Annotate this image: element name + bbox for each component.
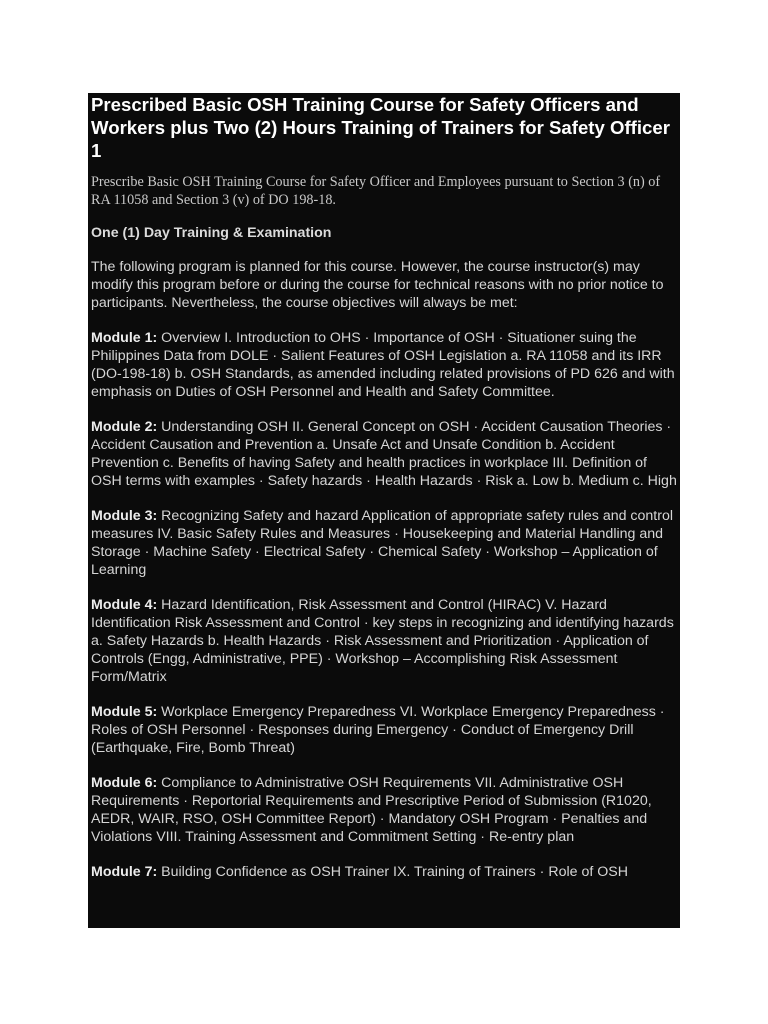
module-5-label: Module 5: bbox=[91, 704, 158, 720]
module-7-text: Building Confidence as OSH Trainer IX. Training of Trainers · Role of OSH bbox=[157, 864, 628, 880]
module-7 bbox=[91, 863, 677, 881]
module-6-label: Module 6: bbox=[91, 775, 158, 791]
module-5 bbox=[91, 703, 677, 757]
module-1 bbox=[91, 329, 677, 401]
intro-paragraph: The following program is planned for this course. However, the course instructor(s) may modify this program before or during the course for technical reasons with no prior notice to participants. Nevertheless, the course objectives will always be met: bbox=[91, 259, 664, 311]
module-3 bbox=[91, 507, 677, 579]
module-1-text: Overview I. Introduction to OHS · Importance of OSH · Situationer suing the Philippines Data from DOLE · Salient Features of OSH Legislation a. RA 11058 and its IRR (DO-198-18) b. OSH Standards, as amended including related provisions of PD 626 and with emphasis on Duties of OSH Personnel and Health and Safety Committee. bbox=[91, 330, 675, 400]
module-3-text: Recognizing Safety and hazard Application of appropriate safety rules and control measures IV. Basic Safety Rules and Measures · Housekeeping and Material Handling and Storage · Machine Safety · Electrical Safety · Chemical Safety · Workshop – Application of Learning bbox=[91, 508, 674, 578]
document-subtitle: Prescribe Basic OSH Training Course for Safety Officer and Employees pursuant to Section 3 (n) of RA 11058 and Section 3 (v) of DO 198-18. bbox=[91, 174, 661, 208]
module-6-text: Compliance to Administrative OSH Requirements VII. Administrative OSH Requirements · Reportorial Requirements and Prescriptive Period of Submission (R1020, AEDR, WAIR, RSO, OSH Committee Report) · Mandatory OSH Program · Penalties and Violations VIII. Training Assessment and Commitment Setting · Re-entry plan bbox=[91, 775, 652, 845]
document-page bbox=[88, 93, 680, 928]
module-6 bbox=[91, 774, 677, 846]
module-7-label: Module 7: bbox=[91, 864, 158, 880]
module-2-text: Understanding OSH II. General Concept on OSH · Accident Causation Theories · Accident Causation and Prevention a. Unsafe Act and Unsafe Condition b. Accident Prevention c. Benefits of having Safety and health practices in workplace III. Definition of OSH terms with examples · Safety hazards · Health Hazards · Risk a. Low b. Medium c. High bbox=[91, 419, 677, 489]
document-title: Prescribed Basic OSH Training Course for Safety Officers and Workers plus Two (2) Hours Training of Trainers for Safety Officer 1 bbox=[91, 94, 670, 161]
module-5-text: Workplace Emergency Preparedness VI. Workplace Emergency Preparedness · Roles of OSH Personnel · Responses during Emergency · Conduct of Emergency Drill (Earthquake, Fire, Bomb Threat) bbox=[91, 704, 665, 756]
module-1-label: Module 1: bbox=[91, 330, 158, 346]
module-2 bbox=[91, 418, 677, 490]
module-2-label: Module 2: bbox=[91, 419, 158, 435]
module-3-label: Module 3: bbox=[91, 508, 158, 524]
module-4-label: Module 4: bbox=[91, 597, 158, 613]
section-heading: One (1) Day Training & Examination bbox=[91, 225, 332, 241]
module-4-text: Hazard Identification, Risk Assessment and Control (HIRAC) V. Hazard Identification Risk Assessment and Control · key steps in recognizing and identifying hazards a. Safety Hazards b. Health Hazards · Risk Assessment and Prioritization · Application of Controls (Engg, Administrative, PPE) · Workshop – Accomplishing Risk Assessment Form/Matrix bbox=[91, 597, 674, 685]
module-4 bbox=[91, 596, 677, 686]
